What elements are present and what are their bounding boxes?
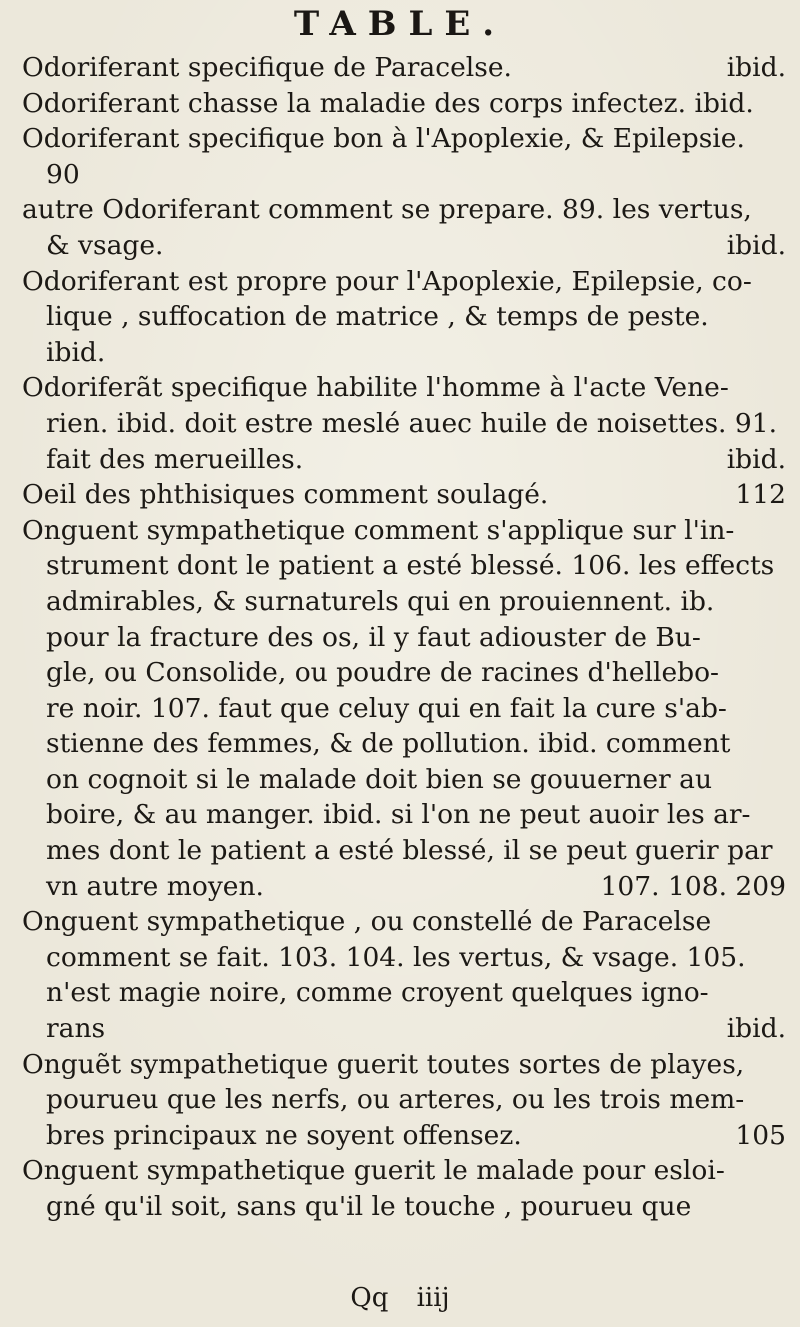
entry-line	[22, 940, 788, 976]
entry-line	[22, 869, 788, 905]
entry-line	[22, 157, 788, 193]
entry-line	[22, 192, 788, 228]
entry-text: Onguent sympathetique comment s'applique sur l'in-	[22, 514, 735, 546]
entry-text: boire, & au manger. ibid. si l'on ne peut auoir les ar-	[46, 799, 751, 831]
signature-mark	[0, 1283, 800, 1313]
entry-text: pourueu que les nerfs, ou arteres, ou les trois mem-	[46, 1084, 745, 1116]
entry-line	[22, 50, 788, 86]
entry-text: vn autre moyen.	[46, 870, 264, 902]
entry-text: pour la fracture des os, il y faut adiouster de Bu-	[46, 621, 701, 653]
entry-text: on cognoit si le malade doit bien se gouuerner au	[46, 763, 713, 795]
entry-line	[22, 762, 788, 798]
entry-line	[22, 691, 788, 727]
entry-text: lique , suffocation de matrice , & temps de peste.	[46, 301, 709, 333]
entry-line	[22, 1189, 788, 1225]
entry-text: gle, ou Consolide, ou poudre de racines d'hellebo-	[46, 657, 720, 689]
signature-letters: Qq	[350, 1283, 389, 1313]
entry-line	[22, 548, 788, 584]
entry-text: rien. ibid. doit estre meslé auec huile de noisettes. 91.	[46, 407, 778, 439]
entry-text: Oeil des phthisiques comment soulagé.	[22, 479, 549, 511]
entry-line	[22, 86, 788, 122]
entry-text: & vsage.	[46, 229, 164, 261]
entry-line	[22, 121, 788, 157]
entry-text: Onguẽt sympathetique guerit toutes sortes de playes,	[22, 1048, 745, 1080]
entry-text: stienne des femmes, & de pollution. ibid. comment	[46, 728, 731, 760]
index-entry	[22, 904, 788, 1046]
entry-line	[22, 513, 788, 549]
entry-line	[22, 1118, 788, 1154]
entry-text: Odoriferant est propre pour l'Apoplexie, Epilepsie, co-	[22, 265, 752, 297]
entry-line	[22, 264, 788, 300]
page-reference: ibid.	[726, 1013, 786, 1045]
index-entry	[22, 192, 788, 263]
page-reference: ibid.	[726, 443, 786, 475]
entry-line	[22, 228, 788, 264]
entry-line	[22, 655, 788, 691]
entry-line	[22, 904, 788, 940]
entry-text: autre Odoriferant comment se prepare. 89. les vertus,	[22, 194, 752, 226]
entry-text: comment se fait. 103. 104. les vertus, & vsage. 105.	[46, 941, 746, 973]
index-entry	[22, 513, 788, 905]
entry-text: Odoriferant chasse la maladie des corps infectez. ibid.	[22, 87, 754, 119]
entry-line	[22, 797, 788, 833]
entry-text: fait des merueilles.	[46, 443, 304, 475]
entry-text: rans	[46, 1013, 106, 1045]
entry-line	[22, 1011, 788, 1047]
entry-text: Onguent sympathetique guerit le malade pour esloi-	[22, 1155, 725, 1187]
entry-line	[22, 833, 788, 869]
entry-text: 90	[46, 158, 80, 190]
entry-text: Odoriferant specifique bon à l'Apoplexie, & Epilepsie.	[22, 123, 745, 155]
entry-line	[22, 406, 788, 442]
signature-leaf: iiij	[416, 1283, 450, 1313]
entry-line	[22, 620, 788, 656]
index-entry	[22, 370, 788, 477]
page-reference: 105	[735, 1119, 786, 1151]
entry-line	[22, 1153, 788, 1189]
entry-line	[22, 299, 788, 335]
entry-line	[22, 726, 788, 762]
entry-line	[22, 584, 788, 620]
index-entry	[22, 477, 788, 513]
entry-line	[22, 1082, 788, 1118]
entry-line	[22, 335, 788, 371]
entry-text: Odoriferãt specifique habilite l'homme à l'acte Vene-	[22, 372, 729, 404]
page-reference: ibid.	[726, 229, 786, 261]
index-entry	[22, 264, 788, 371]
page-reference: 112	[735, 479, 786, 511]
page-reference: ibid.	[726, 52, 786, 83]
entry-text: re noir. 107. faut que celuy qui en fait la cure s'ab-	[46, 692, 727, 724]
entry-text: Odoriferant specifique de Paracelse.	[22, 52, 512, 83]
page-reference: 107. 108. 209	[600, 870, 786, 902]
index-entry	[22, 1047, 788, 1154]
entry-line	[22, 370, 788, 406]
entry-line	[22, 477, 788, 513]
entry-text: admirables, & surnaturels qui en prouiennent. ib.	[46, 585, 715, 617]
entry-text: gné qu'il soit, sans qu'il le touche , pourueu que	[46, 1191, 692, 1222]
index-entry	[22, 1153, 788, 1224]
entry-text: bres principaux ne soyent offensez.	[46, 1119, 522, 1151]
index-entries	[22, 50, 788, 1225]
entry-line	[22, 975, 788, 1011]
running-head: TABLE.	[293, 4, 507, 44]
entry-text: mes dont le patient a esté blessé, il se peut guerir par	[46, 835, 773, 867]
entry-line	[22, 442, 788, 478]
entry-line	[22, 1047, 788, 1083]
entry-text: ibid.	[46, 336, 106, 368]
index-entry	[22, 121, 788, 192]
entry-text: strument dont le patient a esté blessé. 106. les effects	[46, 550, 775, 582]
entry-text: n'est magie noire, comme croyent quelques igno-	[46, 977, 709, 1009]
index-entry	[22, 50, 788, 86]
entry-text: Onguent sympathetique , ou constellé de Paracelse	[22, 906, 712, 938]
index-entry	[22, 86, 788, 122]
